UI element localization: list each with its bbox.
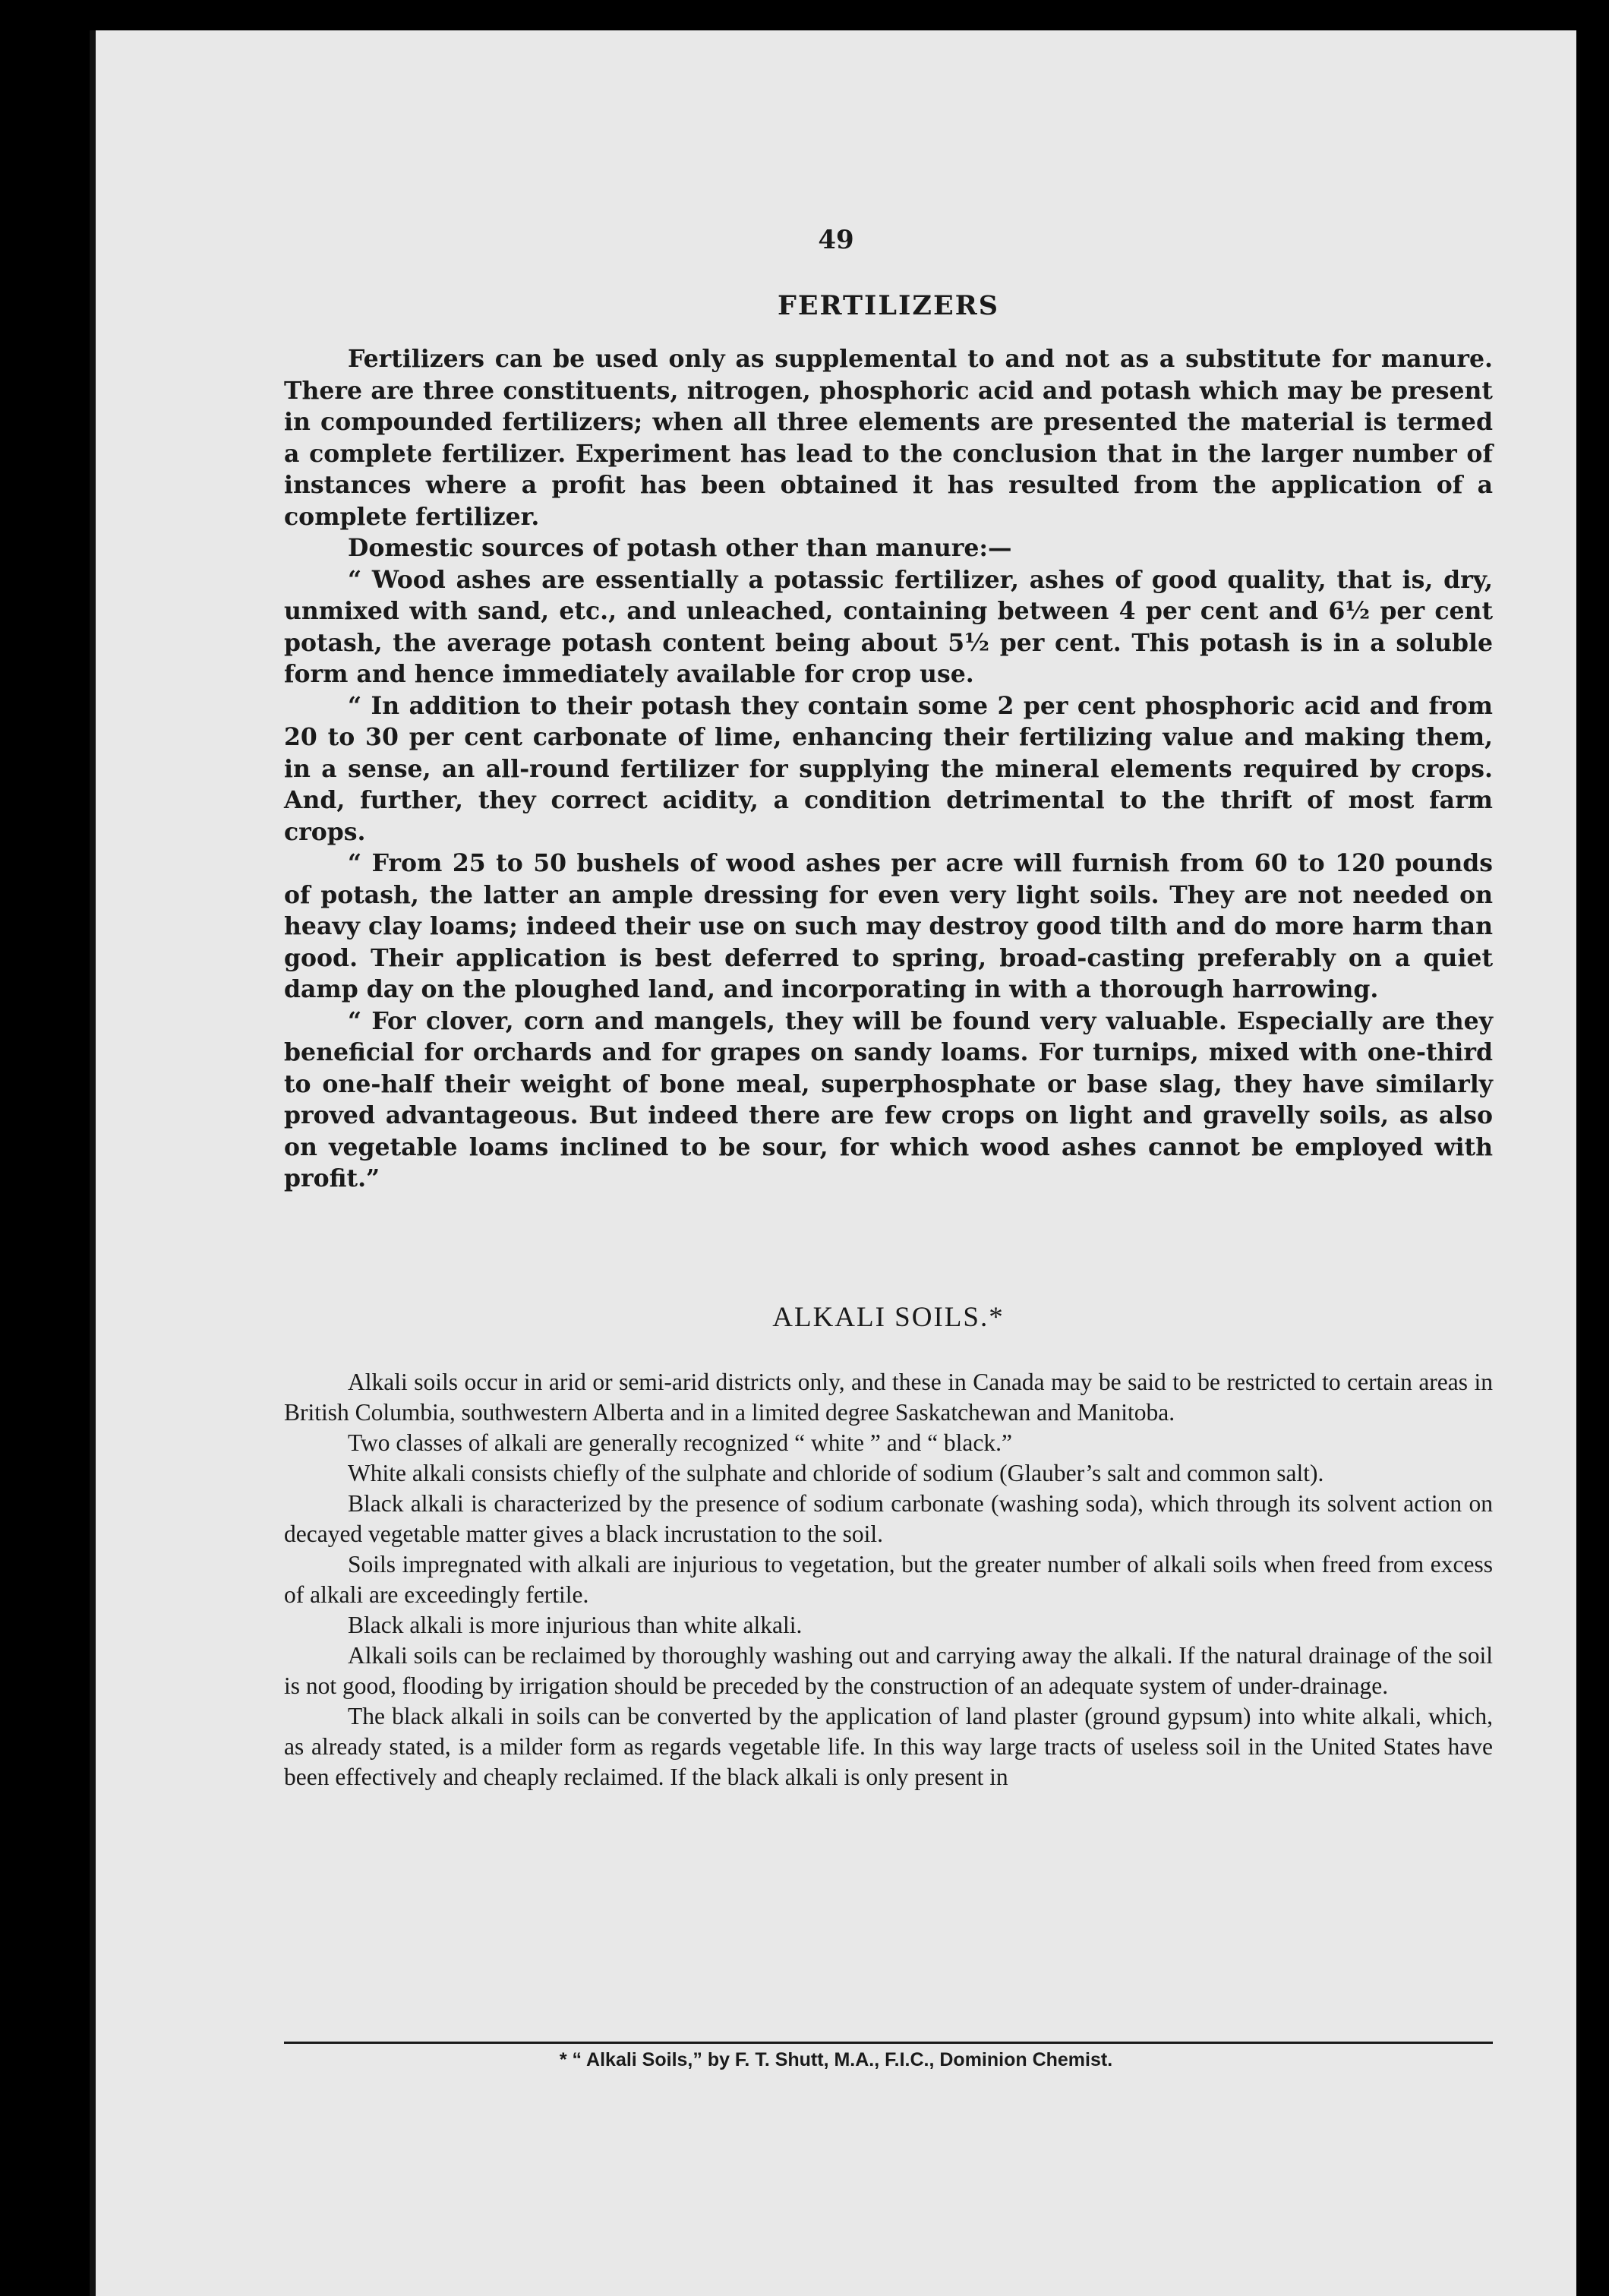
paragraph: “ Wood ashes are essentially a potassic fertilizer, ashes of good quality, that is, dry, unmixed with sand, etc., and unleached, containing between 4 per cent and 6½ per cent potash, the average potash content being about 5½ per cent. This potash is in a soluble form and hence immediately available for crop use. (284, 565, 1493, 688)
paragraph: Domestic sources of potash other than manure:— (348, 534, 1012, 562)
alkali-soils-section (284, 1299, 1493, 1792)
paragraph: White alkali consists chiefly of the sulphate and chloride of sodium (Glauber’s salt and common salt). (348, 1460, 1324, 1486)
paragraph: Alkali soils can be reclaimed by thoroughly washing out and carrying away the alkali. If the natural drainage of the soil is not good, flooding by irrigation should be preceded by the construction of an adequate system of under-drainage. (284, 1642, 1493, 1699)
paragraph: Black alkali is more injurious than white alkali. (348, 1612, 803, 1638)
paragraph: Black alkali is characterized by the presence of sodium carbonate (washing soda), which through its solvent action on decayed vegetable matter gives a black incrustation to the soil. (284, 1490, 1493, 1547)
paragraph: Two classes of alkali are generally recognized “ white ” and “ black.” (348, 1429, 1013, 1456)
section-heading-fertilizers: FERTILIZERS (778, 290, 999, 321)
section-heading-alkali-soils: ALKALI SOILS.* (772, 1302, 1005, 1333)
footnote-divider (284, 2042, 1493, 2044)
page-number: 49 (818, 225, 854, 255)
paragraph: Soils impregnated with alkali are injurious to vegetation, but the greater number of alkali soils when freed from excess of alkali are exceedingly fertile. (284, 1551, 1493, 1608)
paragraph: “ In addition to their potash they contain some 2 per cent phosphoric acid and from 20 to 30 per cent carbonate of lime, enhancing their fertilizing value and making them, in a sense, an all-round fertilizer for supplying the mineral elements required by crops. And, further, they correct acidity, a condition detrimental to the thrift of most farm crops. (284, 691, 1493, 846)
fertilizers-section (284, 287, 1493, 1195)
paragraph: Alkali soils occur in arid or semi-arid districts only, and these in Canada may be said to be restricted to certain areas in British Columbia, southwestern Alberta and in a limited degree Saskatchewan and Manitoba. (284, 1369, 1493, 1426)
paragraph: “ From 25 to 50 bushels of wood ashes per acre will furnish from 60 to 120 pounds of potash, the latter an ample dressing for even very light soils. They are not needed on heavy clay loams; indeed their use on such may destroy good tilth and do more harm than good. Their application is best deferred to spring, broad-casting preferably on a quiet damp day on the ploughed land, and incorporating in with a thorough harrowing. (284, 849, 1493, 1003)
footnote: * “ Alkali Soils,” by F. T. Shutt, M.A., F.I.C., Dominion Chemist. (559, 2049, 1113, 2070)
paragraph: The black alkali in soils can be converted by the application of land plaster (ground gypsum) into white alkali, which, as already stated, is a milder form as regards vegetable life. In this way large tracts of useless soil in the United States have been effectively and cheaply reclaimed. If the black alkali is only present in (284, 1703, 1493, 1790)
document-page (90, 30, 1576, 2296)
paragraph: “ For clover, corn and mangels, they will be found very valuable. Especially are they beneficial for orchards and for grapes on sandy loams. For turnips, mixed with one-third to one-half their weight of bone meal, superphosphate or base slag, they have similarly proved advantageous. But indeed there are few crops on light and gravelly soils, as also on vegetable loams inclined to be sour, for which wood ashes cannot be employed with profit.” (284, 1006, 1493, 1192)
paragraph: Fertilizers can be used only as supplemental to and not as a substitute for manure. There are three constituents, nitrogen, phosphoric acid and potash which may be present in compounded fertilizers; when all three elements are presented the material is termed a complete fertilizer. Experiment has lead to the conclusion that in the larger number of instances where a profit has been obtained it has resulted from the application of a complete fertilizer. (284, 345, 1493, 531)
